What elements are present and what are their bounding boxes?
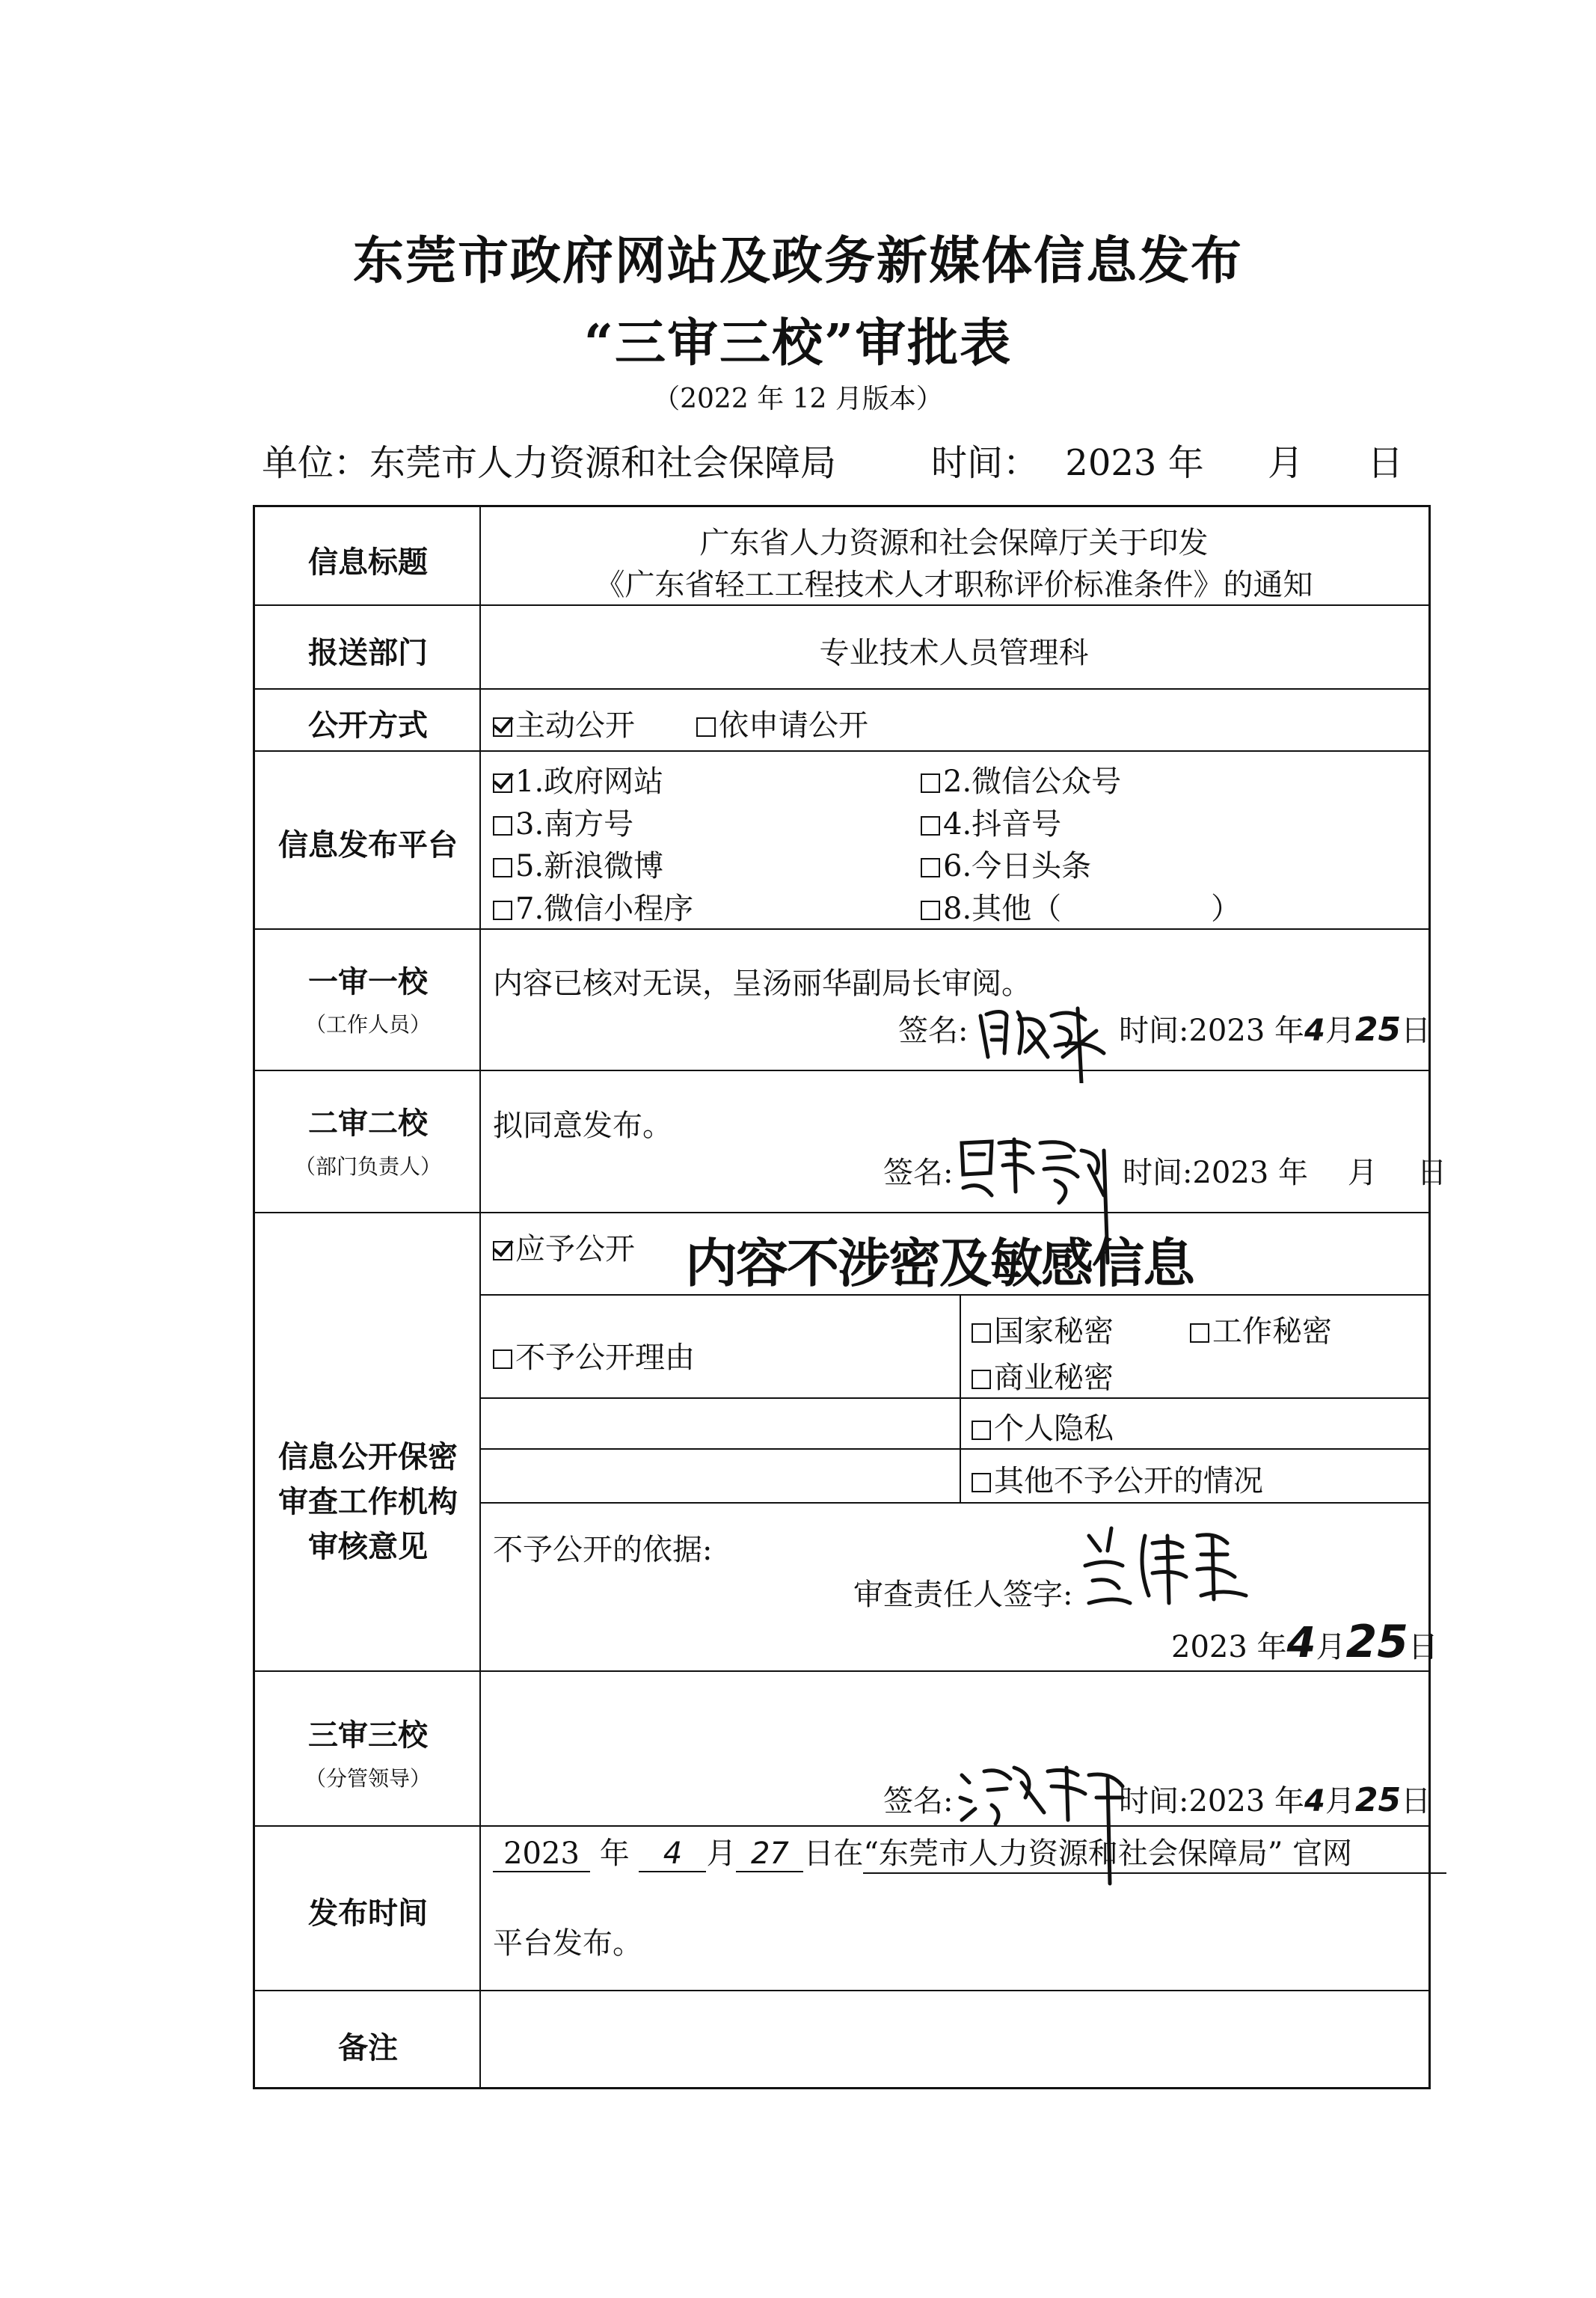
checkbox-icon[interactable] bbox=[1190, 1323, 1209, 1343]
checkbox-icon[interactable] bbox=[493, 816, 512, 836]
checkbox-icon[interactable] bbox=[921, 901, 940, 920]
confidential-label-line3: 审核意见 bbox=[308, 1529, 428, 1564]
review3-label: 三审三校 bbox=[308, 1718, 428, 1753]
checkbox-icon[interactable] bbox=[972, 1473, 991, 1492]
checkbox-icon[interactable] bbox=[921, 773, 940, 793]
checkbox-icon[interactable] bbox=[696, 717, 716, 737]
publish-label: 发布时间 bbox=[308, 1896, 428, 1931]
unit-label: 单位： bbox=[262, 442, 370, 484]
review3-sublabel: （分管领导） bbox=[304, 1766, 431, 1791]
review1-signature bbox=[973, 986, 1115, 1083]
checkbox-icon[interactable] bbox=[972, 1323, 991, 1343]
review1-hand-month: 4 bbox=[1304, 1014, 1325, 1048]
row-line bbox=[255, 750, 1428, 752]
publish-line2: 平台发布。 bbox=[493, 1926, 642, 1961]
confidential-label-line1: 信息公开保密 bbox=[278, 1439, 458, 1474]
header-time-day: 日 bbox=[1367, 442, 1404, 484]
platforms-label: 信息发布平台 bbox=[278, 827, 458, 862]
row-line bbox=[255, 1212, 1428, 1213]
checkbox-icon[interactable] bbox=[921, 816, 940, 836]
checkbox-icon[interactable] bbox=[493, 901, 512, 920]
checkbox-icon[interactable] bbox=[493, 858, 512, 877]
form-title-line2: “三审三校”审批表 bbox=[583, 313, 1013, 373]
info-title-line1: 广东省人力资源和社会保障厅关于印发 bbox=[699, 526, 1209, 560]
form-edition: （2022 年 12 月版本） bbox=[653, 384, 943, 414]
platform-option-6[interactable]: 6.今日头条 bbox=[921, 842, 1091, 885]
review3-hand-month: 4 bbox=[1304, 1784, 1325, 1819]
review3-sign-label: 签名: bbox=[883, 1784, 954, 1819]
option-active-disclosure[interactable]: 主动公开 bbox=[493, 702, 635, 744]
info-title-line2: 《广东省轻工工程技术人才职称评价标准条件》的通知 bbox=[595, 568, 1313, 602]
reason-business-secret[interactable]: 商业秘密 bbox=[972, 1354, 1114, 1397]
handwritten-stamp-note: 内容不涉密及敏感信息 bbox=[685, 1233, 1194, 1294]
publish-site: “东莞市人力资源和社会保障局” 官网 bbox=[863, 1830, 1446, 1874]
subgrid-line bbox=[479, 1397, 1428, 1399]
review-signer-date: 2023 年4月25日 bbox=[1171, 1616, 1438, 1668]
platform-option-3[interactable]: 3.南方号 bbox=[493, 800, 633, 843]
option-on-request-disclosure[interactable]: 依申请公开 bbox=[696, 702, 868, 744]
review2-sublabel: （部门负责人） bbox=[294, 1154, 441, 1179]
publish-month: 4 bbox=[639, 1836, 706, 1872]
checkbox-checked-icon[interactable] bbox=[493, 717, 512, 737]
department-value: 专业技术人员管理科 bbox=[819, 636, 1089, 670]
review2-content: 拟同意发布。 bbox=[493, 1109, 672, 1143]
unit-value: 东莞市人力资源和社会保障局 bbox=[369, 442, 837, 484]
header-time-label: 时间： bbox=[931, 442, 1040, 484]
unit-line bbox=[262, 434, 836, 485]
review2-time: 时间:2023 年 月 日 bbox=[1123, 1156, 1447, 1190]
row-line bbox=[255, 1825, 1428, 1827]
review3-time: 时间:2023 年4月25日 bbox=[1119, 1781, 1431, 1819]
reason-privacy[interactable]: 个人隐私 bbox=[972, 1405, 1114, 1447]
review-signer-hand-month: 4 bbox=[1286, 1619, 1316, 1667]
row-line bbox=[255, 928, 1428, 930]
reason-work-secret[interactable]: 工作秘密 bbox=[1190, 1308, 1332, 1350]
subgrid-line bbox=[479, 1448, 1428, 1450]
signer-label: 审查责任人签字: bbox=[853, 1578, 1073, 1612]
checkbox-icon[interactable] bbox=[972, 1421, 991, 1440]
checkbox-checked-icon[interactable] bbox=[493, 1241, 512, 1260]
checkbox-icon[interactable] bbox=[493, 1349, 512, 1369]
option-not-disclose[interactable]: 不予公开理由 bbox=[493, 1334, 695, 1376]
review2-label: 二审二校 bbox=[308, 1106, 428, 1141]
row-line bbox=[255, 1070, 1428, 1071]
subgrid-divider bbox=[960, 1294, 961, 1502]
checkbox-icon[interactable] bbox=[972, 1370, 991, 1389]
review1-sign-label: 签名: bbox=[898, 1014, 969, 1048]
review-signer-signature bbox=[1078, 1513, 1257, 1618]
header-time-year: 2023 年 bbox=[1065, 442, 1204, 484]
publish-year: 2023 bbox=[493, 1836, 590, 1872]
basis-label: 不予公开的依据: bbox=[493, 1533, 713, 1567]
checkbox-icon[interactable] bbox=[921, 858, 940, 877]
reason-other[interactable]: 其他不予公开的情况 bbox=[972, 1457, 1263, 1500]
platform-option-2[interactable]: 2.微信公众号 bbox=[921, 758, 1121, 800]
form-title-line1: 东莞市政府网站及政务新媒体信息发布 bbox=[352, 231, 1243, 291]
review1-sublabel: （工作人员） bbox=[304, 1012, 431, 1037]
header-time-month: 月 bbox=[1267, 442, 1304, 484]
review1-label: 一审一校 bbox=[308, 964, 428, 999]
row-line bbox=[255, 1670, 1428, 1672]
review3-hand-day: 25 bbox=[1354, 1781, 1402, 1819]
review1-hand-day: 25 bbox=[1354, 1011, 1402, 1049]
approval-table bbox=[253, 505, 1447, 2089]
review1-content: 内容已核对无误，呈汤丽华副局长审阅。 bbox=[493, 966, 1031, 1001]
disclosure-method-label: 公开方式 bbox=[308, 708, 428, 743]
option-should-disclose[interactable]: 应予公开 bbox=[493, 1225, 635, 1268]
row-line bbox=[255, 688, 1428, 690]
remarks-label: 备注 bbox=[338, 2030, 398, 2065]
publish-line1: 2023 年 4 月 27 日在“东莞市人力资源和社会保障局” 官网 bbox=[493, 1830, 1446, 1874]
confidential-label-line2: 审查工作机构 bbox=[278, 1484, 458, 1519]
review2-sign-label: 签名: bbox=[883, 1156, 954, 1190]
checkbox-checked-icon[interactable] bbox=[493, 773, 512, 793]
header-time bbox=[931, 434, 1403, 485]
row-line bbox=[255, 604, 1428, 606]
platform-option-7[interactable]: 7.微信小程序 bbox=[493, 885, 693, 928]
department-label: 报送部门 bbox=[308, 635, 428, 670]
platform-option-1[interactable]: 1.政府网站 bbox=[493, 758, 663, 800]
review1-time: 时间:2023 年4月25日 bbox=[1119, 1011, 1431, 1049]
review-signer-hand-day: 25 bbox=[1345, 1616, 1408, 1668]
info-title-label: 信息标题 bbox=[308, 545, 428, 580]
platform-option-5[interactable]: 5.新浪微博 bbox=[493, 842, 663, 885]
publish-day: 27 bbox=[736, 1836, 803, 1872]
platform-option-4[interactable]: 4.抖音号 bbox=[921, 800, 1061, 843]
reason-state-secret[interactable]: 国家秘密 bbox=[972, 1308, 1114, 1350]
platform-option-8[interactable]: 8.其他（ ） bbox=[921, 885, 1241, 928]
subgrid-line bbox=[479, 1502, 1428, 1504]
row-line bbox=[255, 1990, 1428, 1991]
